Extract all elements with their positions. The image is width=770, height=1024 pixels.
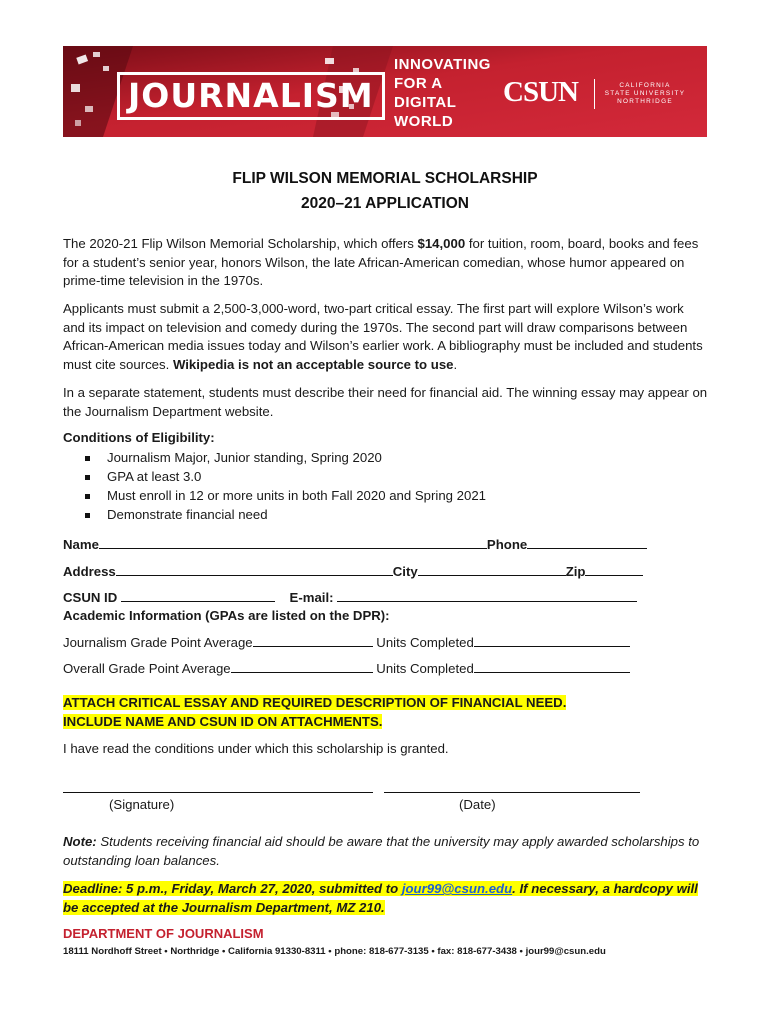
tagline-line: INNOVATING bbox=[394, 56, 491, 73]
phone-field[interactable] bbox=[527, 536, 647, 549]
banner-tagline bbox=[394, 55, 491, 131]
units-field[interactable] bbox=[474, 634, 630, 647]
academic-heading: Academic Information (GPAs are listed on the DPR): bbox=[63, 608, 390, 623]
conditions-heading: Conditions of Eligibility: bbox=[63, 430, 215, 445]
units-label: Units Completed bbox=[376, 661, 474, 676]
tagline-line: FOR A bbox=[394, 75, 443, 92]
list-item: GPA at least 3.0 bbox=[85, 467, 486, 486]
note-label: Note: bbox=[63, 834, 97, 849]
conditions-list bbox=[85, 448, 486, 524]
journalism-gpa-label: Journalism Grade Point Average bbox=[63, 635, 253, 650]
university-name-line: STATE UNIVERSITY bbox=[604, 90, 686, 97]
overall-gpa-label: Overall Grade Point Average bbox=[63, 661, 231, 676]
name-field[interactable] bbox=[99, 536, 487, 549]
signature-field[interactable] bbox=[63, 792, 373, 793]
address-field[interactable] bbox=[116, 563, 393, 576]
overall-gpa-field[interactable] bbox=[231, 660, 373, 673]
phone-label: Phone bbox=[486, 537, 528, 552]
date-label: (Date) bbox=[459, 797, 496, 812]
journalism-logo: JOURNALISM bbox=[117, 72, 385, 120]
email-field[interactable] bbox=[337, 589, 637, 602]
acknowledgement: I have read the conditions under which this scholarship is granted. bbox=[63, 741, 449, 756]
attach-line-2: INCLUDE NAME AND CSUN ID ON ATTACHMENTS. bbox=[63, 713, 383, 729]
university-name-line: NORTHRIDGE bbox=[617, 98, 673, 105]
university-name-line: CALIFORNIA bbox=[619, 82, 671, 89]
list-item: Must enroll in 12 or more units in both Fall 2020 and Spring 2021 bbox=[85, 486, 486, 505]
scholarship-amount: $14,000 bbox=[417, 236, 466, 251]
tagline-line: WORLD bbox=[394, 113, 454, 130]
tagline-line: DIGITAL bbox=[394, 94, 457, 111]
list-item: Journalism Major, Junior standing, Spring 2020 bbox=[85, 448, 486, 467]
document-subtitle: 2020–21 APPLICATION bbox=[301, 195, 469, 212]
csun-id-label: CSUN ID bbox=[63, 590, 118, 605]
bullet-icon bbox=[85, 494, 90, 499]
intro-paragraph-3: In a separate statement, students must describe their need for financial aid. The winning essay may appear on the Journalism Department website. bbox=[63, 385, 708, 419]
bullet-icon bbox=[85, 475, 90, 480]
intro-paragraph-2: Applicants must submit a 2,500-3,000-word, two-part critical essay. The first part will explore Wilson’s work and its impact on television and comedy during the 1970s. The second part will draw comparisons between African-American media issues today and Wilson’s earlier work. A bibliography must be included and students must cite sources. Wikipedia is not an acceptable source to use. bbox=[63, 301, 703, 372]
address-label: Address bbox=[63, 564, 116, 579]
signature-label: (Signature) bbox=[109, 797, 175, 812]
intro-paragraph-1: The 2020-21 Flip Wilson Memorial Scholarship, which offers $14,000 for tuition, room, board, books and fees for a student’s senior year, honors Wilson, the late African-American comedian, whose humor appeared on prime-time television in the 1970s. bbox=[63, 236, 699, 289]
financial-aid-note: Note: Students receiving financial aid should be aware that the university may apply awarded scholarships to outstanding loan balances. bbox=[63, 834, 700, 868]
id-email-row bbox=[63, 589, 637, 605]
city-field[interactable] bbox=[418, 563, 566, 576]
department-address: 18111 Nordhoff Street • Northridge • California 91330-8311 • phone: 818-677-3135 • fax: 818-677-3438 • jour99@csun.edu bbox=[63, 946, 606, 957]
units-field[interactable] bbox=[474, 660, 630, 673]
journalism-gpa-row bbox=[63, 634, 630, 650]
attach-line-1: ATTACH CRITICAL ESSAY AND REQUIRED DESCRIPTION OF FINANCIAL NEED. bbox=[63, 695, 567, 710]
zip-field[interactable] bbox=[585, 563, 643, 576]
department-name: DEPARTMENT OF JOURNALISM bbox=[63, 926, 264, 941]
date-field[interactable] bbox=[384, 792, 640, 793]
journalism-gpa-field[interactable] bbox=[253, 634, 373, 647]
list-item: Demonstrate financial need bbox=[85, 505, 486, 524]
wikipedia-warning: Wikipedia is not an acceptable source to use bbox=[172, 356, 454, 372]
attach-instructions bbox=[63, 694, 566, 731]
csun-id-field[interactable] bbox=[121, 589, 275, 602]
header-banner bbox=[63, 46, 707, 137]
name-phone-row bbox=[63, 536, 647, 552]
logo-divider bbox=[594, 79, 595, 109]
city-label: City bbox=[392, 564, 418, 579]
zip-label: Zip bbox=[565, 564, 586, 579]
university-name bbox=[601, 82, 689, 106]
address-row bbox=[63, 563, 643, 579]
units-label: Units Completed bbox=[376, 635, 474, 650]
document-title: FLIP WILSON MEMORIAL SCHOLARSHIP bbox=[232, 170, 538, 187]
email-label: E-mail: bbox=[289, 590, 334, 605]
csun-logo: CSUN bbox=[503, 76, 578, 108]
bullet-icon bbox=[85, 456, 90, 461]
submission-email-link[interactable]: jour99@csun.edu bbox=[401, 881, 513, 896]
name-label: Name bbox=[63, 537, 99, 552]
bullet-icon bbox=[85, 513, 90, 518]
deadline-notice: Deadline: 5 p.m., Friday, March 27, 2020, submitted to jour99@csun.edu. If necessary, a hardcopy will be accepted at the Journalism Department, MZ 210. bbox=[63, 881, 698, 915]
overall-gpa-row bbox=[63, 660, 630, 676]
